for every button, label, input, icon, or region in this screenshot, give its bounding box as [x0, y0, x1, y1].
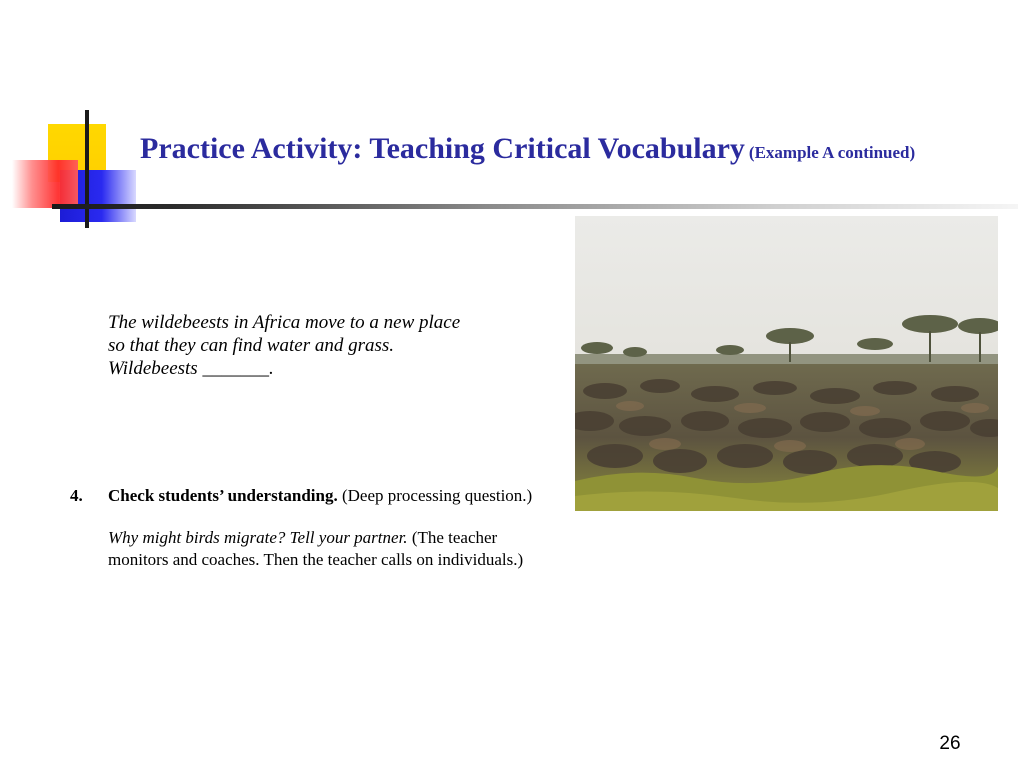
step-number: 4.: [70, 486, 83, 505]
example-sentence-line-2: so that they can find water and grass.: [108, 335, 395, 356]
slide-title: [140, 132, 990, 166]
step-body: [108, 485, 548, 571]
example-sentence-line-1: The wildebeests in Africa move to a new place: [108, 312, 461, 333]
page-number: 26: [939, 733, 961, 754]
step-prompt: Why might birds migrate? Tell your partner.: [108, 528, 408, 547]
logo-red-square: [12, 160, 78, 208]
step-heading-note: (Deep processing question.): [337, 486, 533, 505]
title-main: Practice Activity: Teaching Critical Vocabulary: [140, 132, 745, 165]
step-prompt-note: (The teacher monitors and coaches. Then the teacher calls on individuals.): [108, 528, 524, 569]
title-subtitle: (Example A continued): [748, 143, 916, 162]
step-heading: Check students’ understanding.: [108, 486, 338, 505]
step-paragraph-1: [108, 485, 548, 507]
title-underline-rule: [52, 204, 1018, 209]
step-paragraph-2: [108, 527, 548, 571]
example-sentence: [108, 311, 548, 380]
logo-vertical-rule: [85, 110, 89, 228]
example-sentence-line-3: Wildebeests _______.: [108, 358, 274, 379]
wildebeest-migration-photo: [575, 216, 998, 511]
